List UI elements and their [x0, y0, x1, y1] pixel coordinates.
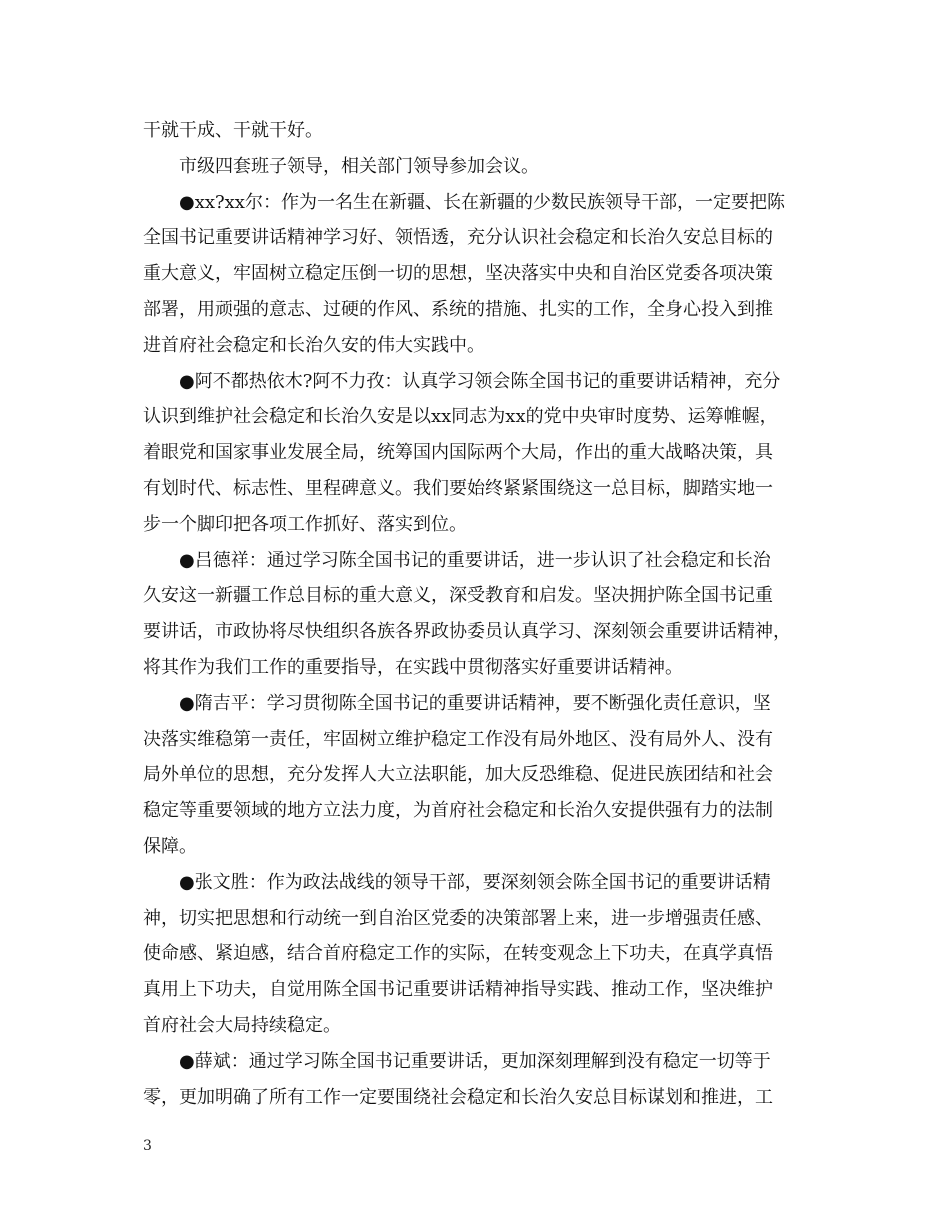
text-line: ●薛斌：通过学习陈全国书记重要讲话，更加深刻理解到没有稳定一切等于	[179, 1050, 771, 1072]
text-line: 干就干成、干就干好。	[143, 120, 323, 141]
text-line: 步一个脚印把各项工作抓好、落实到位。	[143, 513, 467, 535]
text-line: ●隋吉平：学习贯彻陈全国书记的重要讲话精神，要不断强化责任意识，坚	[179, 692, 771, 714]
text-line: 决落实维稳第一责任，牢固树立维护稳定工作没有局外地区、没有局外人、没有	[143, 728, 773, 750]
text-line: 进首府社会稳定和长治久安的伟大实践中。	[143, 334, 485, 356]
text-line: 久安这一新疆工作总目标的重大意义，深受教育和启发。坚决拥护陈全国书记重	[143, 585, 773, 607]
text-line: 将其作为我们工作的重要指导，在实践中贯彻落实好重要讲话精神。	[143, 656, 683, 678]
text-line: 局外单位的思想，充分发挥人大立法职能，加大反恐维稳、促进民族团结和社会	[143, 764, 773, 786]
text-line: 真用上下功夫，自觉用陈全国书记重要讲话精神指导实践、推动工作，坚决维护	[143, 979, 773, 1001]
text-line: 重大意义，牢固树立稳定压倒一切的思想，坚决落实中央和自治区党委各项决策	[143, 263, 773, 285]
text-line: 神，切实把思想和行动统一到自治区党委的决策部署上来，进一步增强责任感、	[143, 907, 773, 929]
page-number: 3	[143, 1138, 152, 1154]
text-line: 部署，用顽强的意志、过硬的作风、系统的措施、扎实的工作，全身心投入到推	[143, 298, 773, 320]
text-line: 着眼党和国家事业发展全局，统筹国内国际两个大局，作出的重大战略决策，具	[143, 442, 773, 464]
text-line: ●张文胜：作为政法战线的领导干部，要深刻领会陈全国书记的重要讲话精	[179, 871, 771, 893]
text-line: 要讲话，市政协将尽快组织各族各界政协委员认真学习、深刻领会重要讲话精神，	[143, 621, 791, 643]
text-line: 全国书记重要讲话精神学习好、领悟透，充分认识社会稳定和长治久安总目标的	[143, 227, 773, 249]
text-line: 零，更加明确了所有工作一定要围绕社会稳定和长治久安总目标谋划和推进，工	[143, 1086, 773, 1108]
text-line: ●xx?xx尔：作为一名生在新疆、长在新疆的少数民族领导干部，一定要把陈	[179, 191, 785, 213]
text-line: 有划时代、标志性、里程碑意义。我们要始终紧紧围绕这一总目标，脚踏实地一	[143, 477, 773, 499]
text-line: 市级四套班子领导，相关部门领导参加会议。	[179, 155, 539, 177]
document-body	[143, 113, 815, 1115]
text-line: 保障。	[143, 835, 197, 857]
text-line: 稳定等重要领域的地方立法力度，为首府社会稳定和长治久安提供强有力的法制	[143, 800, 773, 822]
text-line: ●阿不都热依木?阿不力孜：认真学习领会陈全国书记的重要讲话精神，充分	[179, 370, 781, 392]
text-line: 首府社会大局持续稳定。	[143, 1014, 341, 1036]
text-line: 使命感、紧迫感，结合首府稳定工作的实际，在转变观念上下功夫，在真学真悟	[143, 943, 773, 965]
text-line: ●吕德祥：通过学习陈全国书记的重要讲话，进一步认识了社会稳定和长治	[179, 549, 771, 571]
text-line: 认识到维护社会稳定和长治久安是以xx同志为xx的党中央审时度势、运筹帷幄，	[143, 406, 778, 428]
